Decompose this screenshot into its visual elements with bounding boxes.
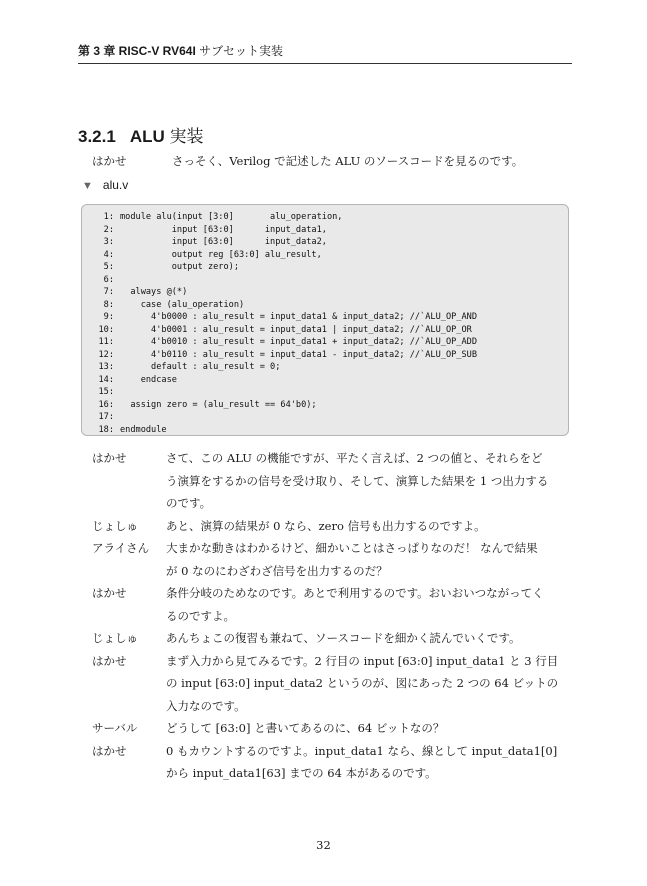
code-line (88, 361, 568, 374)
speaker-name: はかせ (92, 451, 127, 465)
dialog-row (92, 470, 576, 493)
code-text: output zero); (120, 262, 239, 272)
speaker-name: アライさん (92, 541, 150, 555)
speaker-name: じょしゅ (92, 518, 138, 533)
code-line (88, 424, 568, 437)
dialog-text: まず入力から見てみるです。2 行目の input [63:0] input_data1 と 3 行目 (166, 653, 559, 668)
dialog-text: う演算をするかの信号を受け取り、そして、演算した結果を 1 つ出力する (166, 473, 549, 488)
line-number: 9: (103, 312, 114, 322)
dialog-row (92, 695, 576, 718)
speaker-name: じょしゅ (92, 631, 138, 645)
code-line (88, 299, 568, 312)
code-line (88, 374, 568, 387)
code-text: input [63:0] input_data1, (120, 224, 327, 235)
code-text: input [63:0] input_data2, (120, 237, 327, 247)
dialog-text: が 0 なのにわざわざ信号を出力するのだ？ (166, 563, 388, 578)
dialog-row (92, 740, 576, 763)
code-line (88, 336, 568, 349)
line-number: 7: (103, 287, 114, 297)
line-number: 14: (98, 374, 114, 385)
chapter-subtitle: サブセット実装 (199, 44, 284, 58)
line-number: 6: (103, 274, 114, 285)
line-number: 17: (98, 412, 114, 422)
speaker-name (92, 492, 166, 515)
code-text: 4'b0010 : alu_result = input_data1 + input_data2; //`ALU_OP_ADD (120, 337, 477, 347)
code-file-toggle[interactable] (82, 178, 128, 192)
speaker-name (92, 762, 166, 785)
section-title-en: ALU (129, 127, 165, 146)
code-text: always @(*) (120, 287, 188, 297)
dialog-text: さっそく、Verilog で記述した ALU のソースコードを見るのです。 (172, 154, 524, 168)
dialog-row (92, 627, 576, 650)
code-line (88, 249, 568, 262)
dialog-text: るのですよ。 (166, 608, 235, 623)
dialog-row (92, 650, 576, 673)
code-line (88, 386, 568, 399)
code-text: case (alu_operation) (120, 299, 245, 310)
file-name: alu.v (102, 178, 129, 192)
line-number: 11: (98, 337, 114, 347)
speaker-name: サーバル (92, 721, 138, 735)
line-number: 3: (103, 237, 114, 247)
chapter-label: 第 3 章 RISC-V RV64I (78, 44, 196, 58)
dialog-text: 0 もカウントするのですよ。input_data1 なら、線として input_data1[0] (166, 743, 558, 758)
dialog-text: さて、この ALU の機能ですが、平たく言えば、2 つの値と、それらをど (166, 451, 543, 465)
code-line (88, 261, 568, 274)
line-number: 16: (98, 399, 114, 410)
speaker-name (92, 470, 166, 493)
code-text: assign zero = (alu_result == 64'b0); (120, 399, 317, 410)
line-number: 15: (98, 387, 114, 397)
code-line (88, 211, 568, 224)
dialog-row (92, 560, 576, 583)
line-number: 4: (103, 249, 114, 260)
code-line (88, 286, 568, 299)
code-text: output reg [63:0] alu_result, (120, 249, 322, 260)
dialog-text: のです。 (166, 496, 212, 510)
section-heading (78, 122, 204, 147)
code-line (88, 324, 568, 337)
running-header (78, 42, 572, 64)
dialog-text: から input_data1[63] までの 64 本があるのです。 (166, 766, 437, 780)
code-text: 4'b0000 : alu_result = input_data1 & input_data2; //`ALU_OP_AND (120, 312, 477, 322)
code-line (88, 411, 568, 424)
code-text: module alu(input [3:0] alu_operation, (120, 212, 343, 222)
speaker-name: はかせ (92, 154, 127, 168)
code-text: default : alu_result = 0; (120, 362, 281, 372)
section-number: 3.2.1 (78, 127, 116, 146)
dialog-text: 条件分岐のためなのです。あとで利用するのです。おいおいつながってく (166, 586, 544, 600)
dialog-text: 入力なのです。 (166, 698, 246, 713)
section-title-jp: 実装 (169, 127, 204, 146)
code-line (88, 236, 568, 249)
line-number: 5: (103, 262, 114, 272)
code-listing (81, 204, 569, 436)
code-line (88, 399, 568, 412)
line-number: 8: (103, 299, 114, 310)
dialog-text: あと、演算の結果が 0 なら、zero 信号も出力するのですよ。 (166, 518, 486, 533)
intro-dialog-row (92, 153, 523, 169)
code-text: endcase (120, 374, 177, 385)
collapse-triangle-icon[interactable]: ▼ (82, 180, 93, 192)
line-number: 18: (98, 424, 114, 435)
speaker-name (92, 560, 166, 583)
speaker-name: はかせ (92, 653, 127, 668)
dialog-row (92, 582, 576, 605)
dialog-row (92, 672, 576, 695)
dialog-row (92, 537, 576, 560)
code-line (88, 349, 568, 362)
dialogue (92, 447, 576, 785)
dialog-text: 大まかな動きはわかるけど、細かいことはさっぱりなのだ！ なんで結果 (166, 541, 538, 555)
speaker-name (92, 695, 166, 718)
dialog-row (92, 447, 576, 470)
line-number: 12: (98, 349, 114, 360)
code-text: endmodule (120, 424, 167, 435)
dialog-row (92, 605, 576, 628)
dialog-row (92, 515, 576, 538)
dialog-row (92, 492, 576, 515)
code-line (88, 311, 568, 324)
speaker-name (92, 672, 166, 695)
line-number: 2: (103, 224, 114, 235)
dialog-row (92, 717, 576, 740)
code-line (88, 274, 568, 287)
page-number: 32 (316, 838, 331, 852)
line-number: 1: (103, 212, 114, 222)
line-number: 13: (98, 362, 114, 372)
speaker-name (92, 605, 166, 628)
speaker-name: はかせ (92, 743, 127, 758)
speaker-name: はかせ (92, 586, 127, 600)
dialog-row (92, 762, 576, 785)
line-number: 10: (98, 324, 114, 335)
code-text: 4'b0001 : alu_result = input_data1 | input_data2; //`ALU_OP_OR (120, 324, 472, 335)
dialog-text: あんちょこの復習も兼ねて、ソースコードを細かく読んでいくです。 (166, 631, 521, 645)
dialog-text: どうして [63:0] と書いてあるのに、64 ビットなの？ (166, 721, 445, 735)
code-text: 4'b0110 : alu_result = input_data1 - input_data2; //`ALU_OP_SUB (120, 349, 477, 360)
code-line (88, 224, 568, 237)
dialog-text: の input [63:0] input_data2 というのが、図にあった 2 つの 64 ビットの (166, 676, 559, 690)
